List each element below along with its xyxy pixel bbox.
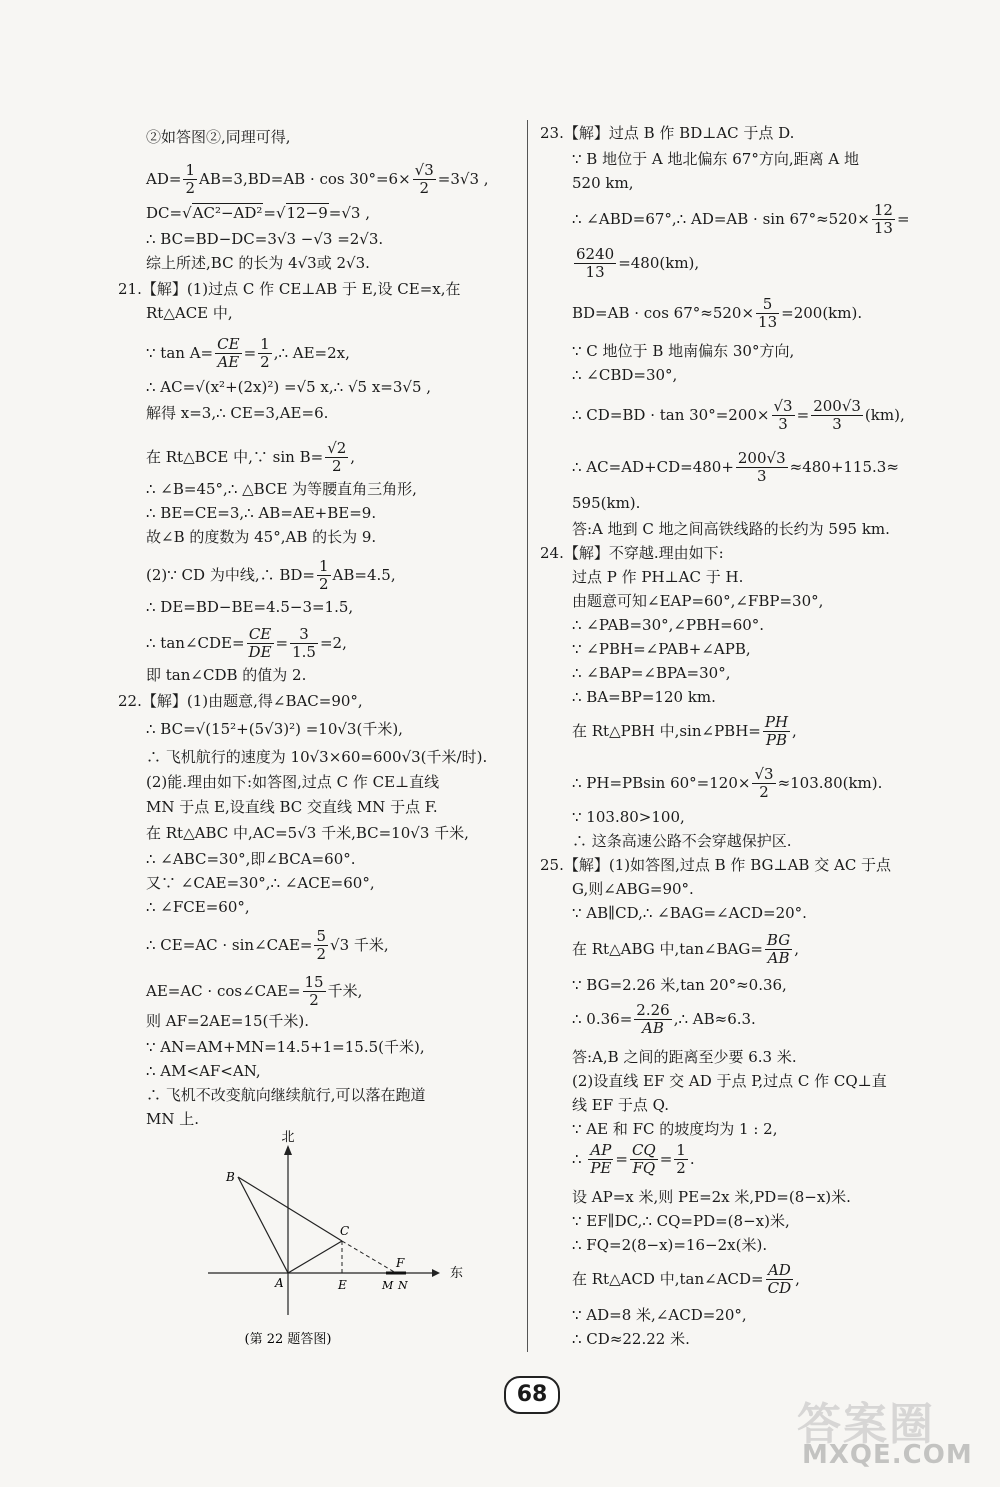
fraction: $\frac{√2}{2}$: [327, 439, 347, 476]
watermark-site: MXQE.COM: [802, 1440, 973, 1470]
text-line: ∴ 飞机航行的速度为 10√3×60=600√3(千米/时).: [146, 748, 488, 766]
text-line: 即 tan∠CDB 的值为 2.: [146, 666, 307, 684]
fraction: $\frac{3}{1.5}$: [292, 625, 316, 662]
text-line: ∵ BG=2.26 米,tan 20°≈0.36,: [572, 976, 787, 994]
fraction: $\frac{1}{2}$: [676, 1141, 686, 1178]
fraction: $\frac{5}{13}$: [758, 295, 778, 332]
text-line: 又∵ ∠CAE=30°,∴ ∠ACE=60°,: [146, 874, 375, 892]
fraction: $\frac{√3}{2}$: [414, 161, 434, 198]
formula-line: $\frac{6240}{13}$ =480(km),: [576, 245, 700, 282]
formula-line: AE=AC · cos∠CAE= $\frac{15}{2}$ 千米,: [146, 973, 363, 1010]
segment-cf: [342, 1241, 396, 1273]
figure-caption: (第 22 题答图): [244, 1332, 332, 1347]
text-line: (2)设直线 EF 交 AD 于点 P,过点 C 作 CQ⊥直: [572, 1072, 887, 1090]
formula-line: ∴ CD=BD · tan 30°=200× $\frac{√3}{3}$ = $\frac{200√3}{3}$ (km),: [572, 397, 905, 434]
formula-line: AD= $\frac{1}{2}$ AB=3,BD=AB · cos 30°=6× $\frac{√3}{2}$ =3√3 ,: [146, 161, 489, 198]
text-line: 595(km).: [572, 494, 641, 512]
formula-line: 在 Rt△BCE 中,∵ sin B= $\frac{√2}{2}$ ,: [146, 439, 356, 476]
question-24-heading: 24.【解】不穿越.理由如下:: [540, 544, 724, 562]
formula-line: 在 Rt△ACD 中,tan∠ACD= $\frac{AD}{CD}$ ,: [572, 1261, 800, 1298]
text-line: ∴ BC=√(15²+(5√3)²) =10√3(千米),: [146, 720, 403, 738]
text-line: ∴ FQ=2(8−x)=16−2x(米).: [572, 1236, 768, 1254]
text-line: ∵ EF∥DC,∴ CQ=PD=(8−x)米,: [572, 1212, 790, 1230]
formula-line: 在 Rt△PBH 中,sin∠PBH= $\frac{PH}{PB}$ ,: [572, 713, 797, 750]
north-arrowhead: [284, 1145, 292, 1155]
text-line: ∴ DE=BD−BE=4.5−3=1.5,: [146, 598, 354, 616]
fraction: $\frac{√3}{3}$: [773, 397, 793, 434]
label-b: B: [226, 1170, 235, 1184]
label-m: M: [382, 1279, 394, 1292]
fraction: $\frac{BG}{AB}$: [766, 931, 791, 968]
text-line: ∴ 飞机不改变航向继续航行,可以落在跑道: [146, 1086, 426, 1104]
fraction: $\frac{6240}{13}$: [576, 245, 615, 282]
text-line: ∴ ∠B=45°,∴ △BCE 为等腰直角三角形,: [146, 480, 417, 498]
text-line: ∴ BA=BP=120 km.: [572, 688, 716, 706]
formula-line: ∵ tan A= $\frac{CE}{AE}$ = $\frac{1}{2}$ ,∴ AE=2x,: [146, 335, 350, 372]
text-line: ∴ CD≈22.22 米.: [572, 1330, 690, 1348]
fraction: $\frac{PH}{PB}$: [764, 713, 789, 750]
segment-ac: [288, 1241, 342, 1273]
formula-line: ∴ ∠ABD=67°,∴ AD=AB · sin 67°≈520× $\frac{12}{13}$ =: [572, 201, 910, 238]
column-divider: [527, 120, 528, 1352]
fraction: $\frac{AP}{PE}$: [590, 1141, 612, 1178]
fraction: $\frac{1}{2}$: [260, 335, 270, 372]
formula-line: ∴ PH=PBsin 60°=120× $\frac{√3}{2}$ ≈103.80(km).: [572, 765, 883, 802]
text-line: 则 AF=2AE=15(千米).: [146, 1012, 310, 1030]
fraction: $\frac{CQ}{FQ}$: [631, 1141, 656, 1178]
fraction: $\frac{12}{13}$: [873, 201, 893, 238]
page-number: 68: [504, 1376, 560, 1414]
text-line: ∵ ∠PBH=∠PAB+∠APB,: [572, 640, 751, 658]
text-line: ∵ AB∥CD,∴ ∠BAG=∠ACD=20°.: [572, 904, 807, 922]
text-line: ∴ ∠BAP=∠BPA=30°,: [572, 664, 731, 682]
text-line: ∴ BE=CE=3,∴ AB=AE+BE=9.: [146, 504, 377, 522]
text-line: ∴ AC=√(x²+(2x)²) =√5 x,∴ √5 x=3√5 ,: [146, 378, 432, 396]
question-21-heading: 21.【解】(1)过点 C 作 CE⊥AB 于 E,设 CE=x,在: [118, 280, 461, 298]
formula-line: DC=√AC²−AD²=√12−9=√3 ,: [146, 204, 370, 222]
text-line: ②如答图②,同理可得,: [146, 128, 291, 146]
text-line: ∴ AM<AF<AN,: [146, 1062, 261, 1080]
text-line: 线 EF 于点 Q.: [572, 1096, 669, 1114]
text-line: 在 Rt△ABC 中,AC=5√3 千米,BC=10√3 千米,: [146, 824, 469, 842]
fraction: $\frac{2.26}{AB}$: [636, 1001, 670, 1038]
text-line: (2)能.理由如下:如答图,过点 C 作 CE⊥直线: [146, 773, 440, 791]
text-line: G,则∠ABG=90°.: [572, 880, 694, 898]
formula-line: ∴ tan∠CDE= $\frac{CE}{DE}$ = $\frac{3}{1.5}$ =2,: [146, 625, 347, 662]
formula-line: BD=AB · cos 67°≈520× $\frac{5}{13}$ =200(km).: [572, 295, 863, 332]
label-c: C: [340, 1224, 350, 1238]
watermark: [727, 1388, 982, 1473]
label-n: N: [398, 1279, 408, 1292]
text-line: ∵ AD=8 米,∠ACD=20°,: [572, 1306, 747, 1324]
formula-line: ∴ $\frac{AP}{PE}$ = $\frac{CQ}{FQ}$ = $\frac{1}{2}$ .: [572, 1141, 695, 1178]
text-line: 答:A 地到 C 地之间高铁线路的长约为 595 km.: [572, 520, 890, 538]
east-label: 东: [450, 1266, 464, 1281]
question-22-heading: 22.【解】(1)由题意,得∠BAC=90°,: [118, 692, 363, 710]
text-line: 过点 P 作 PH⊥AC 于 H.: [572, 568, 744, 586]
label-f: F: [396, 1256, 405, 1270]
text-line: 答:A,B 之间的距离至少要 6.3 米.: [572, 1048, 797, 1066]
fraction: $\frac{5}{2}$: [316, 927, 327, 964]
text-line: ∵ B 地位于 A 地北偏东 67°方向,距离 A 地: [572, 150, 859, 168]
formula-line: (2)∵ CD 为中线,∴ BD= $\frac{1}{2}$ AB=4.5,: [146, 557, 396, 594]
formula-line: 在 Rt△ABG 中,tan∠BAG= $\frac{BG}{AB}$ ,: [572, 931, 799, 968]
text-line: ∵ 103.80>100,: [572, 808, 685, 826]
fraction: $\frac{200√3}{3}$: [737, 449, 786, 486]
formula-line: ∴ CE=AC · sin∠CAE= $\frac{5}{2}$ √3 千米,: [146, 927, 389, 964]
question-23-heading: 23.【解】过点 B 作 BD⊥AC 于点 D.: [540, 124, 795, 142]
fraction: $\frac{CE}{AE}$: [217, 335, 240, 372]
text-line: ∴ 这条高速公路不会穿越保护区.: [572, 832, 792, 850]
north-label: 北: [281, 1130, 295, 1145]
text-line: 故∠B 的度数为 45°,AB 的长为 9.: [146, 528, 377, 546]
fraction: $\frac{CE}{DE}$: [248, 625, 272, 662]
fraction: $\frac{AD}{CD}$: [767, 1261, 792, 1298]
text-line: ∴ ∠PAB=30°,∠PBH=60°.: [572, 616, 765, 634]
text-line: 设 AP=x 米,则 PE=2x 米,PD=(8−x)米.: [572, 1188, 851, 1206]
label-a: A: [275, 1276, 284, 1290]
formula-line: ∴ 0.36= $\frac{2.26}{AB}$ ,∴ AB≈6.3.: [572, 1001, 756, 1038]
label-e: E: [338, 1278, 347, 1292]
text-line: MN 上.: [146, 1110, 200, 1128]
fraction: $\frac{200√3}{3}$: [813, 397, 861, 434]
east-arrowhead: [432, 1269, 440, 1277]
fraction: $\frac{1}{2}$: [185, 161, 195, 198]
text-line: ∴ BC=BD−DC=3√3 −√3 =2√3.: [146, 230, 384, 248]
text-line: ∵ AN=AM+MN=14.5+1=15.5(千米),: [146, 1038, 425, 1056]
text-line: ∴ ∠FCE=60°,: [146, 898, 250, 916]
text-line: 综上所述,BC 的长为 4√3或 2√3.: [146, 254, 370, 272]
fraction: $\frac{√3}{2}$: [754, 765, 774, 802]
watermark-logo: 答案圈: [797, 1399, 935, 1450]
text-line: Rt△ACE 中,: [146, 304, 233, 322]
segment-bc: [238, 1177, 342, 1241]
text-line: ∵ C 地位于 B 地南偏东 30°方向,: [572, 342, 795, 360]
text-line: 由题意可知∠EAP=60°,∠FBP=30°,: [572, 592, 824, 610]
text-line: 520 km,: [572, 174, 634, 192]
text-line: 解得 x=3,∴ CE=3,AE=6.: [146, 404, 329, 422]
question-22-figure: [200, 1125, 470, 1350]
segment-ba: [238, 1177, 288, 1273]
text-line: MN 于点 E,设直线 BC 交直线 MN 于点 F.: [146, 798, 438, 816]
text-line: ∵ AE 和 FC 的坡度均为 1 : 2,: [572, 1120, 778, 1138]
text-line: ∴ ∠ABC=30°,即∠BCA=60°.: [146, 850, 356, 868]
text-line: ∴ ∠CBD=30°,: [572, 366, 678, 384]
fraction: $\frac{15}{2}$: [304, 973, 324, 1010]
question-25-heading: 25.【解】(1)如答图,过点 B 作 BG⊥AB 交 AC 于点: [540, 856, 892, 874]
fraction: $\frac{1}{2}$: [319, 557, 329, 594]
formula-line: ∴ AC=AD+CD=480+ $\frac{200√3}{3}$ ≈480+115.3≈: [572, 449, 899, 486]
